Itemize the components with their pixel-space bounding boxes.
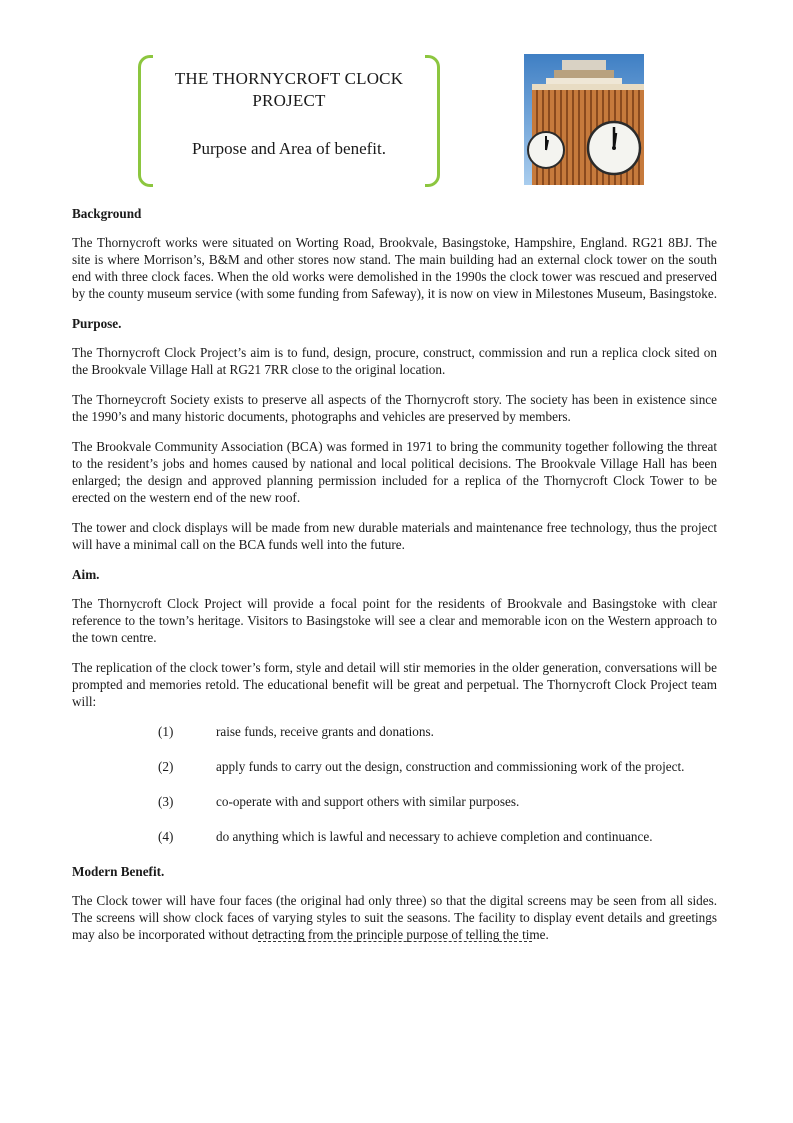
list-item-number: (2)	[158, 759, 174, 774]
list-item-number: (3)	[158, 794, 174, 809]
clock-tower-photo	[524, 54, 644, 185]
list-item-text: apply funds to carry out the design, construction and commissioning work of the project.	[216, 759, 685, 774]
modern-benefit-heading: Modern Benefit.	[72, 864, 165, 879]
list-item-text: raise funds, receive grants and donations.	[216, 724, 434, 739]
title-line-1: THE THORNYCROFT CLOCK	[174, 69, 404, 88]
page-title	[138, 68, 440, 112]
modern-benefit-paragraph: The Clock tower will have four faces (the original had only three) so that the digital screens may be seen from all sides. The screens will show clock faces of varying styles to suit the seasons. The facility to display event details and greetings may also be incorporated without detracting from the principle purpose of telling the time.	[72, 893, 717, 942]
aim-paragraph-2: The replication of the clock tower’s form, style and detail will stir memories in the older generation, conversations will be prompted and memories retold. The educational benefit will be great and perpetual. The Thornycroft Clock Project team will:	[72, 660, 717, 709]
list-item-text: do anything which is lawful and necessary to achieve completion and continuance.	[216, 829, 653, 844]
aim-list	[72, 723, 717, 845]
page-subtitle: Purpose and Area of benefit.	[191, 139, 387, 158]
list-item	[72, 793, 717, 810]
purpose-paragraph-4: The tower and clock displays will be made from new durable materials and maintenance free technology, thus the project will have a minimal call on the BCA funds well into the future.	[72, 520, 717, 552]
purpose-paragraph-3: The Brookvale Community Association (BCA) was formed in 1971 to bring the community together following the threat to the resident’s jobs and homes caused by national and local political decisions. The Brookvale Village Hall has been enlarged; the design and approved planning permission included for a replica of the Thornycroft Clock Tower to be erected on the western end of the new roof.	[72, 439, 717, 505]
aim-paragraph-1: The Thornycroft Clock Project will provide a focal point for the residents of Brookvale and Basingstoke with clear reference to the town’s heritage. Visitors to Basingstoke will see a clear and memorable icon on the Western approach to the town centre.	[72, 596, 717, 645]
background-paragraph: The Thornycroft works were situated on Worting Road, Brookvale, Basingstoke, Hampshire, England. RG21 8BJ. The site is where Morrison’s, B&M and other stores now stand. The main building had an external clock tower on the south end with three clock faces. When the old works were demolished in the 1990s the clock tower was rescued and preserved by the county museum service (with some funding from Safeway), it is now on view in Milestones Museum, Basingstoke.	[72, 235, 717, 301]
aim-heading: Aim.	[72, 567, 100, 582]
list-item	[72, 758, 717, 775]
list-item	[72, 828, 717, 845]
purpose-heading: Purpose.	[72, 316, 122, 331]
end-divider	[258, 941, 532, 942]
background-heading: Background	[72, 206, 142, 221]
title-box	[138, 55, 440, 183]
purpose-paragraph-1: The Thornycroft Clock Project’s aim is to fund, design, procure, construct, commission and run a replica clock sited on the Brookvale Village Hall at RG21 7RR close to the original location.	[72, 345, 717, 377]
document-body	[72, 205, 717, 956]
list-item-text: co-operate with and support others with similar purposes.	[216, 794, 520, 809]
list-item-number: (4)	[158, 829, 174, 844]
list-item-number: (1)	[158, 724, 174, 739]
list-item	[72, 723, 717, 740]
purpose-paragraph-2: The Thorneycroft Society exists to preserve all aspects of the Thornycroft story. The society has been in existence since the 1990’s and many historic documents, photographs and vehicles are preserved by members.	[72, 392, 717, 424]
title-line-2: PROJECT	[252, 91, 326, 110]
